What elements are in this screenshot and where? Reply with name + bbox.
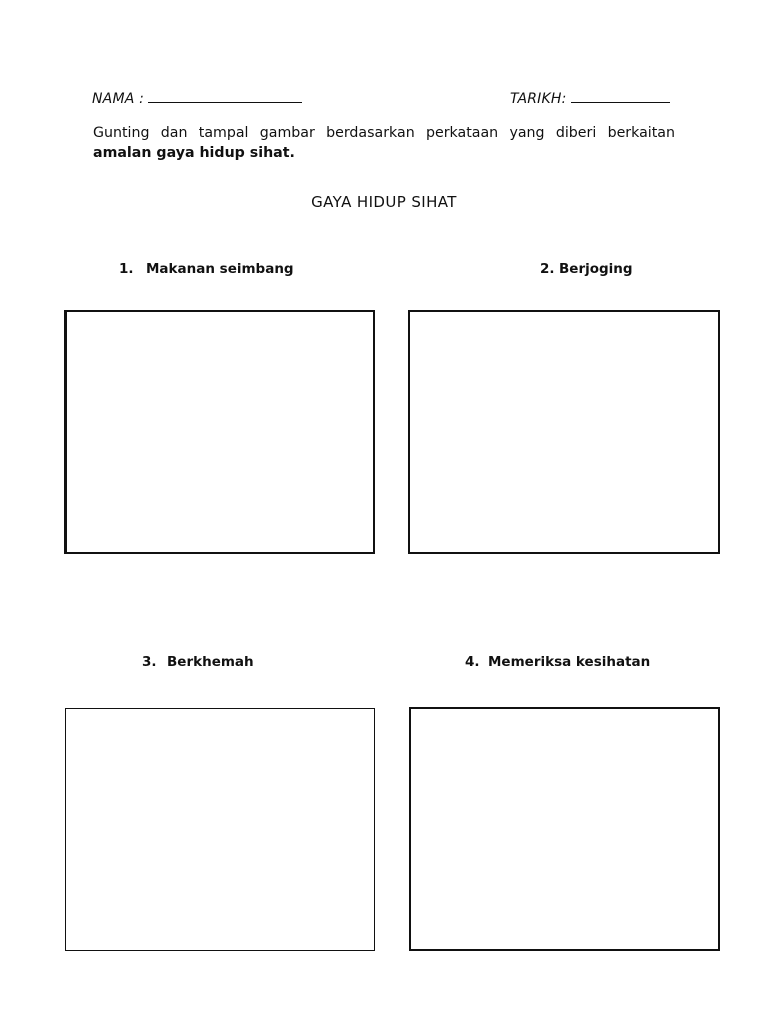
instructions-bold-text: amalan gaya hidup sihat	[93, 145, 290, 161]
item-text: Berjoging	[559, 261, 633, 277]
picture-box-2[interactable]	[408, 310, 720, 554]
item-number: 3.	[142, 654, 157, 670]
page-title: GAYA HIDUP SIHAT	[311, 193, 457, 211]
tarikh-label: TARIKH:	[510, 91, 567, 107]
item-text: Memeriksa kesihatan	[488, 654, 651, 670]
nama-field[interactable]	[92, 88, 302, 107]
item-text: Berkhemah	[167, 654, 254, 670]
picture-box-3[interactable]	[65, 708, 375, 951]
item-label-2	[540, 261, 633, 277]
nama-blank-line[interactable]	[148, 88, 302, 103]
item-label-1	[119, 261, 294, 277]
tarikh-field[interactable]	[510, 88, 670, 107]
picture-box-1[interactable]	[64, 310, 375, 554]
instructions-paragraph	[93, 123, 675, 163]
item-number: 2.	[540, 261, 555, 277]
item-text: Makanan seimbang	[146, 261, 294, 277]
picture-box-4[interactable]	[409, 707, 720, 951]
item-number: 1.	[119, 261, 134, 277]
tarikh-blank-line[interactable]	[571, 88, 670, 103]
item-label-3	[142, 654, 254, 670]
item-number: 4.	[465, 654, 480, 670]
instructions-text: Gunting dan tampal gambar berdasarkan perkataan yang diberi berkaitan	[93, 125, 675, 141]
nama-label: NAMA :	[92, 91, 145, 107]
item-label-4	[465, 654, 650, 670]
instructions-trailing: .	[289, 145, 295, 161]
